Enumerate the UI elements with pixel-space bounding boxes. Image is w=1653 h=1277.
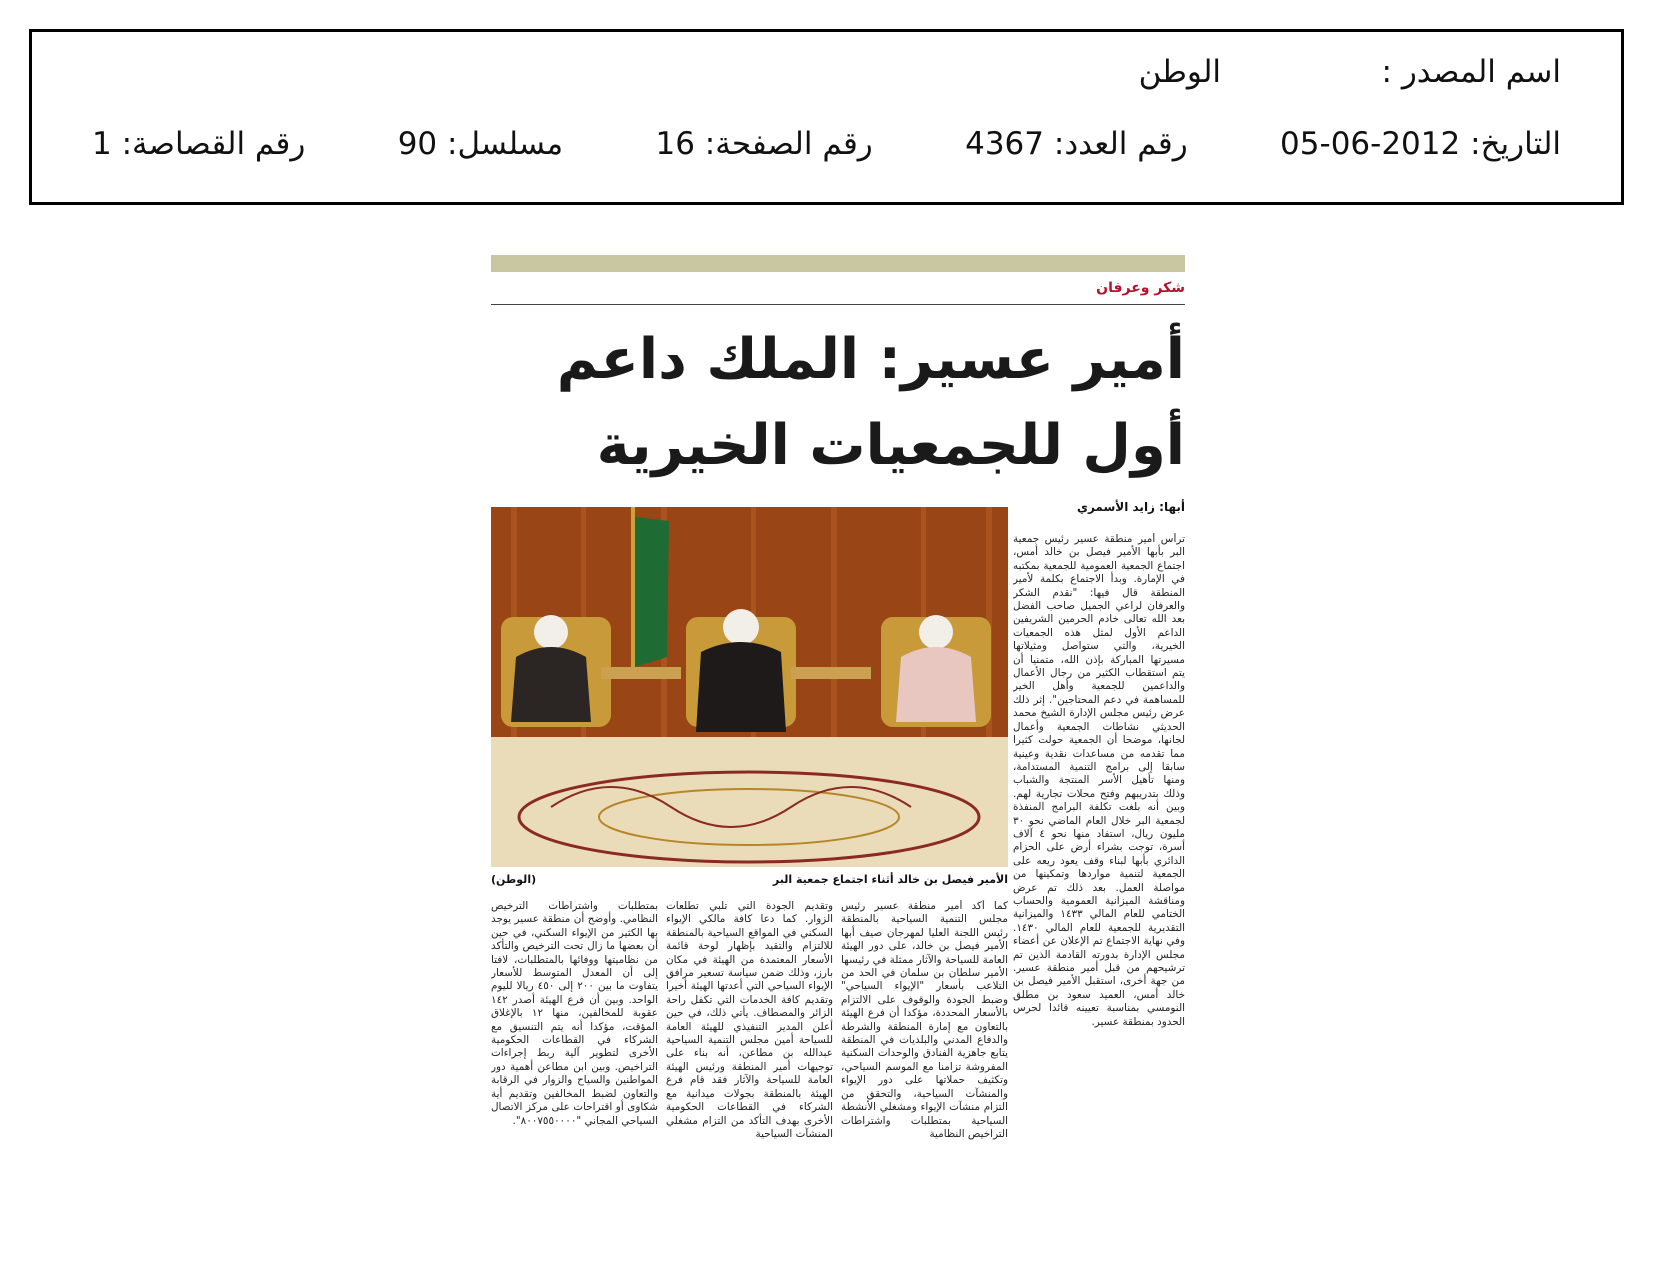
details-row bbox=[92, 126, 1561, 162]
date-field: التاريخ: 2012-06-05 bbox=[1280, 126, 1561, 162]
page-field: رقم الصفحة: 16 bbox=[655, 126, 873, 162]
photo-caption: الأمير فيصل بن خالد أثناء اجتماع جمعية البر bbox=[772, 873, 1008, 886]
article-headline: أمير عسير: الملك داعم أول للجمعيات الخيرية bbox=[556, 327, 1185, 478]
clip-field: رقم القصاصة: 1 bbox=[92, 126, 306, 162]
source-value: الوطن bbox=[1138, 54, 1221, 90]
issue-field: رقم العدد: 4367 bbox=[965, 126, 1188, 162]
article-column-1 bbox=[1013, 533, 1185, 1245]
column-3-text: وتقديم الجودة التي تلبي تطلعات الزوار. كما دعا كافة مالكي الإيواء السكني في المواقع السياحية بالمنطقة للالتزام والتقيد بإظهار لوحة قائمة الأسعار المعتمدة من الهيئة في مكان بارز، وذلك ضمن سياسة تسعير مرافق الإيواء السياحي التي أعدتها الهيئة أخيرا وتقديم كافة الخدمات التي تكفل راحة الزائر والمصطاف. يأتي ذلك، في حين أعلن المدير التنفيذي للهيئة العامة للسياحة أمين مجلس التنمية السياحية عبدالله بن مطاعن، أنه بناء على توجيهات أمير المنطقة ورئيس الهيئة العامة للسياحة والآثار فقد قام فرع الهيئة بالمنطقة بجولات ميدانية مع الشركاء في القطاعات الحكومية الأخرى بهدف التأكد من التزام مشغلي المنشآت السياحية bbox=[666, 900, 833, 1140]
meeting-photo-illustration bbox=[491, 507, 1008, 867]
section-label: شكر وعرفان bbox=[1096, 280, 1185, 296]
photo-caption-row bbox=[491, 873, 1008, 886]
column-2-text: كما أكد أمير منطقة عسير رئيس مجلس التنمية السياحية بالمنطقة رئيس اللجنة العليا لمهرجان صيف أبها الأمير فيصل بن خالد، على دور الهيئة العامة للسياحة والآثار ممثلة في رئيسها الأمير سلطان بن سلمان في الحد من التلاعب بأسعار "الإيواء السياحي" وضبط الجودة والوقوف على الالتزام بالأسعار المحددة، مؤكدا أن فرع الهيئة بالتعاون مع إمارة المنطقة والشرطة والدفاع المدني والبلديات في المنطقة يتابع جاهزية الفنادق والوحدات السكنية المفروشة تزامنا مع الموسم السياحي، وتكثيف حملاتها على دور الإيواء والمنشآت السياحية، والتحقق من التزام منشآت الإيواء ومشغلي الأنشطة السياحية بمتطلبات واشتراطات التراخيص النظامية bbox=[841, 900, 1008, 1140]
section-color-bar bbox=[491, 255, 1185, 272]
article-column-4 bbox=[491, 900, 658, 1245]
article-column-3 bbox=[666, 900, 833, 1245]
section-divider bbox=[491, 304, 1185, 305]
photo-credit: (الوطن) bbox=[491, 873, 537, 886]
source-label: اسم المصدر : bbox=[1381, 54, 1561, 90]
column-1-text: ترأس أمير منطقة عسير رئيس جمعية البر بأبها الأمير فيصل بن خالد أمس، اجتماع الجمعية العمومية للجمعية بمكتبه في الإمارة. وبدأ الاجتماع بكلمة لأمير المنطقة قال فيها: "نقدم الشكر والعرفان لراعي الجميل صاحب الفضل بعد الله تعالى خادم الحرمين الشريفين الداعم الأول لمثل هذه الجمعيات الخيرية، والتي ستواصل ومثيلاتها مسيرتها المباركة بإذن الله، متمنيا أن يتم استقطاب الكثير من رجال الأعمال والداعمين للجمعية وأهل الخير للمساهمة في دعم المحتاجين". إثر ذلك عرض رئيس مجلس الإدارة الشيخ محمد الحديثي نشاطات الجمعية وأعمال لجانها، موضحا أن الجمعية حولت كثيرا مما تقدمه من مساعدات نقدية وعينية سابقا إلى برامج التنمية المستدامة، ومنها تأهيل الأسر المنتجة والشباب وذلك بتدريبهم وفتح محلات تجارية لهم. وبين أنه بلغت تكلفة البرامج المنفذة لجمعية البر خلال العام الماضي نحو ٣٠ مليون ريال، استفاد منها نحو ٤ آلاف أسرة، توجت بشراء أرض على الحزام الدائري بأبها لبناء وقف يعود ريعه على الجمعية لتنمية مواردها وتمكينها من مواصلة العمل. بعد ذلك تم عرض ومناقشة الميزانية العمومية والحساب الختامي للعام المالي ١٤٣٣ والميزانية التقديرية للجمعية للعام المالي ١٤٣٠. وفي نهاية الاجتماع تم الإعلان عن أعضاء مجلس الإدارة بدورته القادمة الذين تم ترشيحهم من قبل أمير منطقة عسير. من جهة أخرى، استقبل الأمير فيصل بن خالد أمس، العميد سعود بن مطلق النومسي بمناسبة تعيينه قائدا لحرس الحدود بمنطقة عسير. bbox=[1013, 533, 1185, 1028]
column-4-text: بمتطلبات واشتراطات الترخيص النظامي. وأوضح أن منطقة عسير يوجد بها الكثير من الإيواء السكني، في حين أن بعضها ما زال تحت الترخيص والتأكد من نظاميتها ووفائها بالمتطلبات، لافتا إلى أن المعدل المتوسط للأسعار يتفاوت ما بين ٢٠٠ إلى ٤٥٠ ريالا لليوم الواحد. وبين أن فرع الهيئة أصدر ١٤٢ عقوبة للمخالفين، منها ١٢ بالإغلاق المؤقت، مؤكدا أنه يتم التنسيق مع الشركاء في القطاعات الحكومية الأخرى لتطوير آلية ربط إجراءات التراخيص. وبين ابن مطاعن أهمية دور المواطنين والسياح والزوار في الرقابة والتعاون لضبط المخالفين وتقديم أية شكاوى أو اقتراحات على مركز الاتصال السياحي المجاني "٨٠٠٧٥٥٠٠٠٠". bbox=[491, 900, 658, 1127]
article-column-2 bbox=[841, 900, 1008, 1245]
newspaper-article bbox=[491, 255, 1185, 1245]
serial-field: مسلسل: 90 bbox=[397, 126, 564, 162]
article-byline: أبها: زايد الأسمري bbox=[1076, 500, 1185, 514]
article-photo bbox=[491, 507, 1008, 867]
source-row bbox=[1139, 54, 1561, 90]
clipping-metadata-box bbox=[29, 29, 1624, 205]
